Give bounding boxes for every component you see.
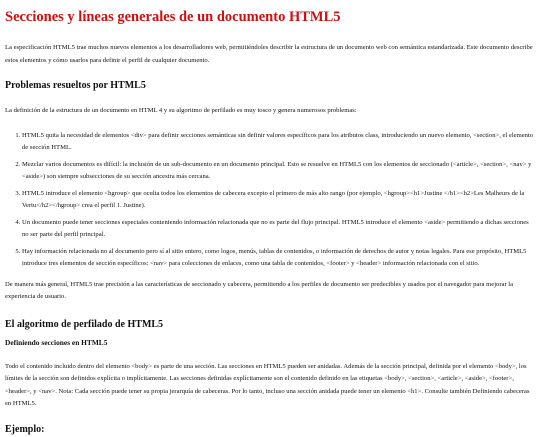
problems-list [5,130,534,271]
problems-heading: Problemas resueltos por HTML5 [5,80,146,91]
list-item: 1. HTML5 quita la necesidad de elementos <div> para definir secciones semánticas sin definir valores específicos para los atributos class, introduciendo un nuevo elemento, <section>, el elemento de sección HTML. [22,130,534,155]
example-heading: Ejemplo: [5,423,45,435]
algorithm-paragraph: Todo el contenido incluido dentro del elemento <body> es parte de una sección. Las secciones en HTML5 pueden ser anidadas. Además de la sección principal, definida por el elemento <body>, los límites de la sección son definidos explícita o implícitamente. Las secciones definidas explícitamente son el contenido definido en las etiquetas <body>, <section>, <article>, <aside>, <footer>, <header>, y <nav>. Nota: Cada sección puede tener su propia jerarquía de cabeceras. Por lo tanto, incluso una sección anidada puede tener un elemento <h1>. Consulte también Definiendo cabeceras en HTML5. [5,362,530,407]
list-item: 5. Hay información relacionada no al documento pero sí al sitio entero, como logos, menús, tablas de contenidos, o información de derechos de autor y notas legales. Para ese propósito, HTML5 introduce tres elementos de sección específicos: <nav> para colecciones de enlaces, como una tabla de contenidos, <footer> y <header> información relacionada con el sitio. [22,246,534,271]
algorithm-heading: El algoritmo de perfilado de HTML5 [5,318,164,330]
list-item: 2. Mezclar varios documentos es difícil: la inclusión de un sub-documento en un documento principal. Esto se resuelve en HTML5 con los elementos de seccionado (<article>, <section>, <nav> y <aside>) son siempre subsecciones de su sección ancestra más cercana. [22,159,534,184]
problems-paragraph: La definición de la estructura de un documento en HTML 4 y su algoritmo de perfilado es muy tosco y genera numerosos problemas: [5,107,357,114]
list-item: 4. Un documento puede tener secciones especiales conteniendo información relacionada que no es parte del flujo principal. HTML5 introduce el elemento <aside> permitiendo a dichas secciones no ser parte del perfil principal. [22,217,534,242]
algorithm-subheading: Definiendo secciones en HTML5 [5,337,108,347]
list-item: 3. HTML5 introduce el elemento <hgroup> que oculta todos los elementos de cabecera excepto el primero de más alto rango (por ejemplo, <hgroup><h1>Justine </h1><h2>Les Malheurs de la Vertu</h2></hgroup> crea el perfil 1. Justine). [22,188,534,213]
problems-closing-paragraph: De manera más general, HTML5 trae precisión a las características de seccionado y cabecera, permitiendo a los perfiles de documento ser predecibles y usados por el navegador para mejorar la experiencia de usuario. [5,280,514,300]
page-title: Secciones y líneas generales de un documento HTML5 [5,9,341,25]
intro-paragraph: La especificación HTML5 trae muchos nuevos elementos a los desarrolladores web, permitiéndoles describir la estructura de un documento web con semántica estandarizada. Este documento describe estos elementos y cómo usarlos para definir el perfil de cualquier documento. [5,44,533,64]
